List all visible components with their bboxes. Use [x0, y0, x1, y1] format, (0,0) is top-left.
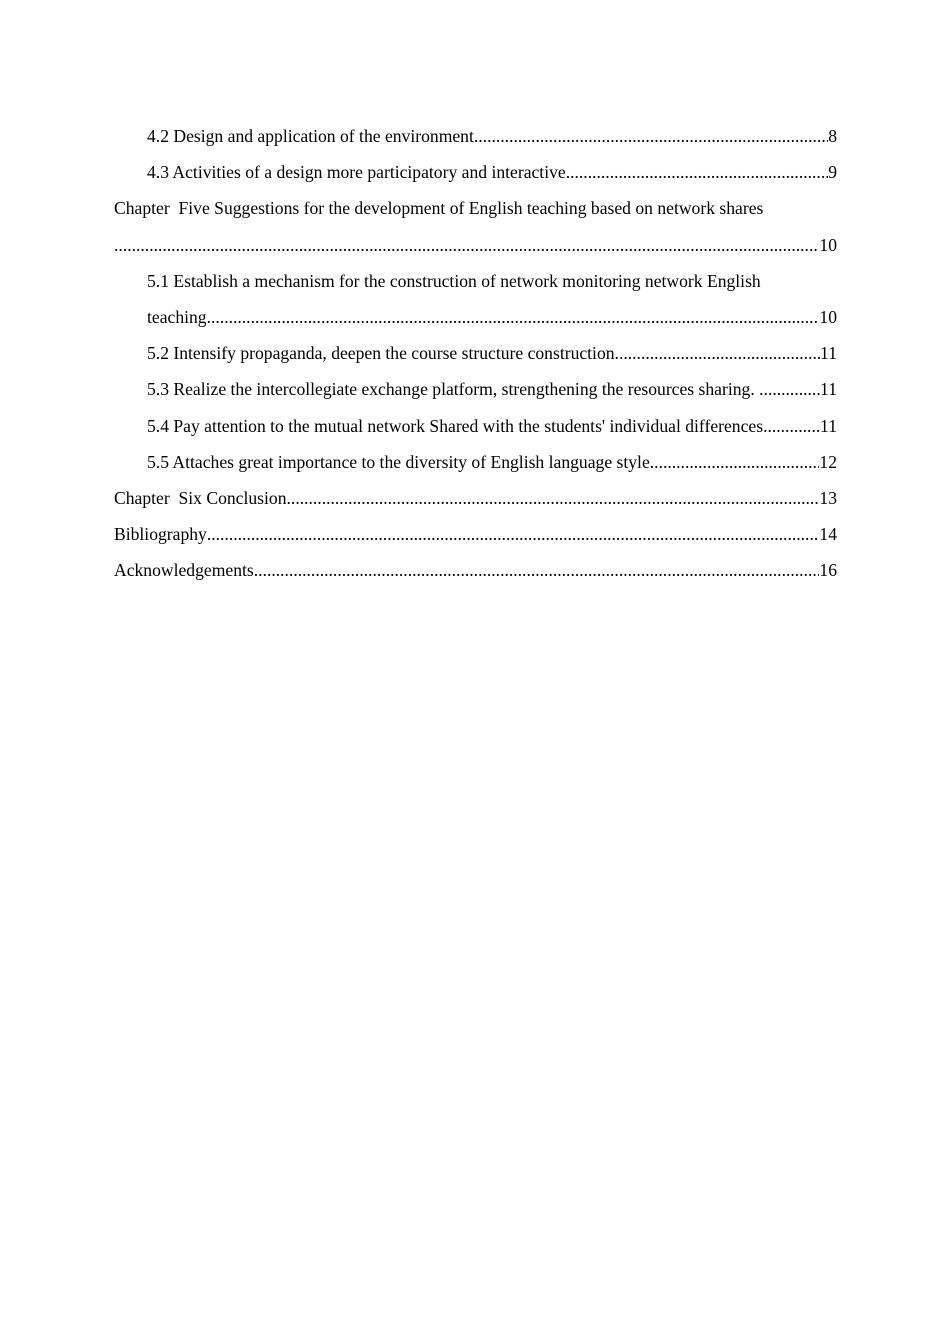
toc-entry-chapter-six[interactable] [114, 480, 837, 516]
toc-entry-title: Acknowledgements [114, 560, 254, 581]
toc-entry-title: 4.3 Activities of a design more participatory and interactive [147, 162, 566, 183]
toc-entry-title: 5.5 Attaches great importance to the diversity of English language style [147, 451, 650, 472]
toc-entry-page: 11 [820, 379, 837, 400]
dot-leader [207, 299, 820, 335]
toc-entry-4-2[interactable] [114, 118, 837, 154]
dot-leader [287, 480, 820, 516]
toc-entry-title: Bibliography [114, 524, 207, 545]
dot-leader [650, 444, 820, 480]
toc-entry-title: Chapter Six Conclusion [114, 487, 287, 508]
dot-leader [254, 552, 820, 588]
toc-entry-title: 5.4 Pay attention to the mutual network Shared with the students' individual differences [147, 415, 764, 436]
toc-entry-title: 5.3 Realize the intercollegiate exchange platform, strengthening the resources sharing. [147, 379, 760, 400]
toc-entry-chapter-five[interactable] [114, 190, 837, 262]
toc-entry-5-4[interactable] [114, 408, 837, 444]
toc-entry-page: 13 [819, 487, 837, 508]
table-of-contents [114, 118, 837, 588]
toc-entry-5-3[interactable] [114, 371, 837, 407]
toc-entry-page: 9 [828, 162, 837, 183]
toc-entry-page: 12 [819, 451, 837, 472]
toc-entry-page: 11 [820, 415, 837, 436]
toc-entry-title: 5.2 Intensify propaganda, deepen the course structure construction [147, 343, 615, 364]
toc-entry-title-continuation: teaching [147, 306, 207, 327]
toc-entry-4-3[interactable] [114, 154, 837, 190]
dot-leader [566, 154, 829, 190]
dot-leader [759, 371, 820, 407]
toc-entry-5-2[interactable] [114, 335, 837, 371]
toc-entry-page: 11 [820, 343, 837, 364]
toc-entry-bibliography[interactable] [114, 516, 837, 552]
dot-leader [474, 118, 828, 154]
dot-leader [114, 227, 819, 263]
toc-entry-page: 10 [819, 234, 837, 255]
toc-entry-title: Chapter Five Suggestions for the development of English teaching based on network shares [114, 198, 764, 219]
toc-entry-acknowledgements[interactable] [114, 552, 837, 588]
toc-entry-page: 14 [819, 524, 837, 545]
dot-leader [207, 516, 820, 552]
toc-entry-title: 5.1 Establish a mechanism for the construction of network monitoring network English [147, 270, 761, 291]
dot-leader [763, 408, 820, 444]
toc-entry-page: 10 [819, 306, 837, 327]
toc-entry-5-5[interactable] [114, 444, 837, 480]
toc-entry-title: 4.2 Design and application of the environment [147, 126, 474, 146]
dot-leader [615, 335, 821, 371]
toc-entry-5-1[interactable] [114, 263, 837, 335]
toc-entry-page: 16 [819, 560, 837, 581]
toc-entry-page: 8 [828, 126, 837, 146]
